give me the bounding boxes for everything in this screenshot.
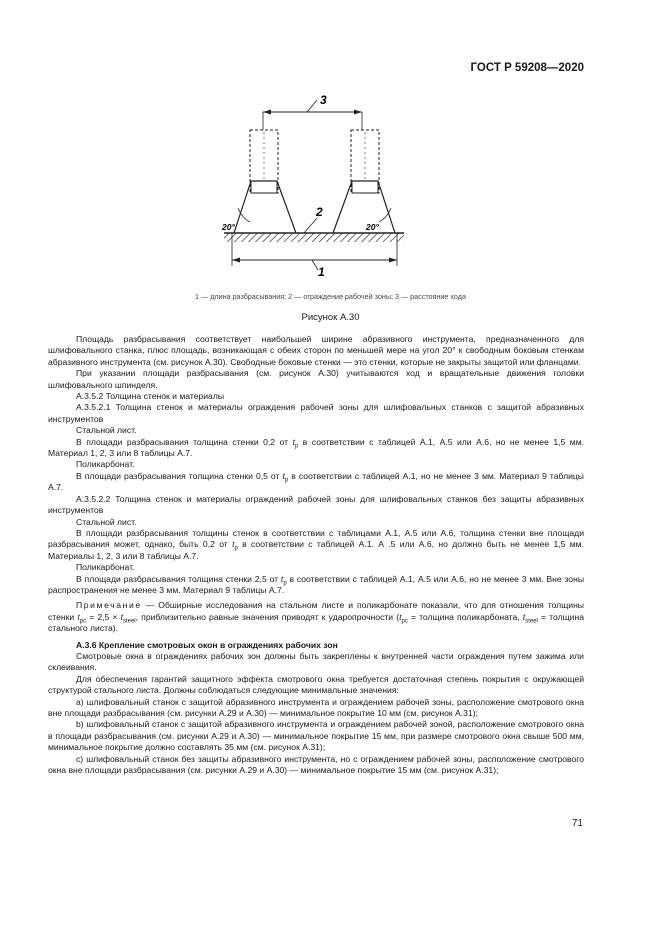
paragraph: При указании площади разбрасывания (см. рисунок А.30) учитываются ход и вращательные движения головки шлифовального шпинделя. (48, 368, 584, 390)
figure-legend: 1 — длина разбрасывания; 2 — ограждение рабочей зоны; 3 — расстояние хода (195, 292, 466, 301)
page-number: 71 (571, 818, 583, 829)
paragraph: Смотровые окна в ограждениях рабочих зон должны быть закреплены к внутренней части ограждения путем зажима или склеивания. (48, 650, 584, 673)
body-text (48, 334, 584, 776)
label-2: 2 (316, 205, 323, 219)
paragraph: В площади разбрасывания толщина стенки 0,5 от $t_p$ в соответствии с таблицей А.1, но не менее 3 мм. Материал 9 таблицы А.7. (48, 470, 584, 493)
paragraph: В площади разбрасывания толщины стенок в соответствии с таблицами А.1, А.5 или А.6, толщина стенки вне площади разбрасывания может, однако, быть 0,2 от $t_p$ в соответствии с таблицей А.1. А .5 или А.6, но должно быть не менее 1,5 мм. Материалы 1, 2, 3 или 8 таблицы А.7. (48, 527, 584, 561)
section-heading: А.3.6 Крепление смотровых окон в ограждениях рабочих зон (76, 639, 338, 650)
paragraph: Площадь разбрасывания соответствует наибольшей ширине абразивного инструмента, предназначенного для шлифовального станка, плюс площадь, возникающая с обеих сторон по меньшей мере на угол 20° к свободным боковым стенкам абразивного инструмента (см. рисунок А.30). Свободные боковые стенки — это стенки, которые не закрыты защитой или фланцами. (48, 334, 584, 367)
list-item: a) шлифовальный станок с защитой абразивного инструмента и ограждением рабочей зоны, расположение смотрового окна вне площади разбрасывания (см. рисунки А.29 и А.30) — минимальное покрытие 10 мм (см. рисунок А.31); (48, 696, 584, 718)
paragraph: Стальной лист. (76, 516, 137, 527)
figure-title: Рисунок А.30 (301, 312, 360, 323)
paragraph: Поликарбонат. (76, 562, 135, 573)
note: Примечание — Обширные исследования на стальном листе и поликарбонате показали, что для отношения толщины стенки $t_{pc} = 2,5 \times t_{steel}$, приблизительно равные значения приводят к ударопрочности ($t_{pc}$ = толщина поликарбоната, $t_{steel}$ = толщина стального листа). (48, 600, 584, 634)
list-item: b) шлифовальный станок с защитой абразивного инструмента и ограждением рабочей зоной, расположение смотрового окна в площади разбрасывания (см. рисунки А.29 и А.30) — минимальное покрытие 15 мм, при размере смотрового окна свыше 500 мм, минимальное покрытие должно составлять 35 мм (см. рисунок А.31); (48, 719, 584, 753)
angle-label-right: 20° (366, 222, 379, 232)
label-1: 1 (318, 265, 325, 279)
subsection-heading: А.3.5.2 Толщина стенок и материалы (76, 391, 225, 402)
list-item: c) шлифовальный станок без защиты абразивного инструмента, но с ограждением рабочей зоны, расположение смотрового окна вне площади разбрасывания (см. рисунки А.29 и А.30) — минимальное покрытие 15 мм (см. рисунок А.31); (48, 753, 584, 776)
paragraph: Поликарбонат. (76, 459, 135, 470)
paragraph: Для обеспечения гарантий защитного эффекта смотрового окна требуется достаточная степень покрытия с окружающей структурой стального листа. Должны соблюдаться следующие минимальные значения: (48, 673, 584, 696)
document-header: ГОСТ Р 59208—2020 (470, 62, 584, 74)
spray-area-figure (200, 92, 420, 292)
label-3: 3 (320, 93, 327, 107)
base-hatching (224, 233, 404, 242)
paragraph: А.3.5.2.2 Толщина стенок и материалы ограждений рабочей зоны для шлифовальных станков без защиты абразивных инструментов (48, 493, 584, 516)
paragraph: В площади разбрасывания толщина стенки 2,5 от $t_p$ в соответствии с таблицей А.1, А.5 или А.6, но не менее 3 мм. Вне зоны распространения не менее 3 мм. Материал 9 таблицы А.7. (48, 573, 584, 595)
paragraph: Стальной лист. (76, 425, 137, 436)
paragraph: А.3.5.2.1 Толщина стенок и материалы ограждения рабочей зоны для шлифовальных станков с защитой абразивных инструментов (48, 402, 584, 424)
paragraph: В площади разбрасывания толщина стенки 0,2 от $t_p$ в соответствии с таблицей А.1, А.5 или А.6, но не менее 1,5 мм. Материал 1, 2, 3 или 8 таблицы А.7. (48, 436, 584, 459)
angle-label-left: 20° (222, 222, 235, 232)
